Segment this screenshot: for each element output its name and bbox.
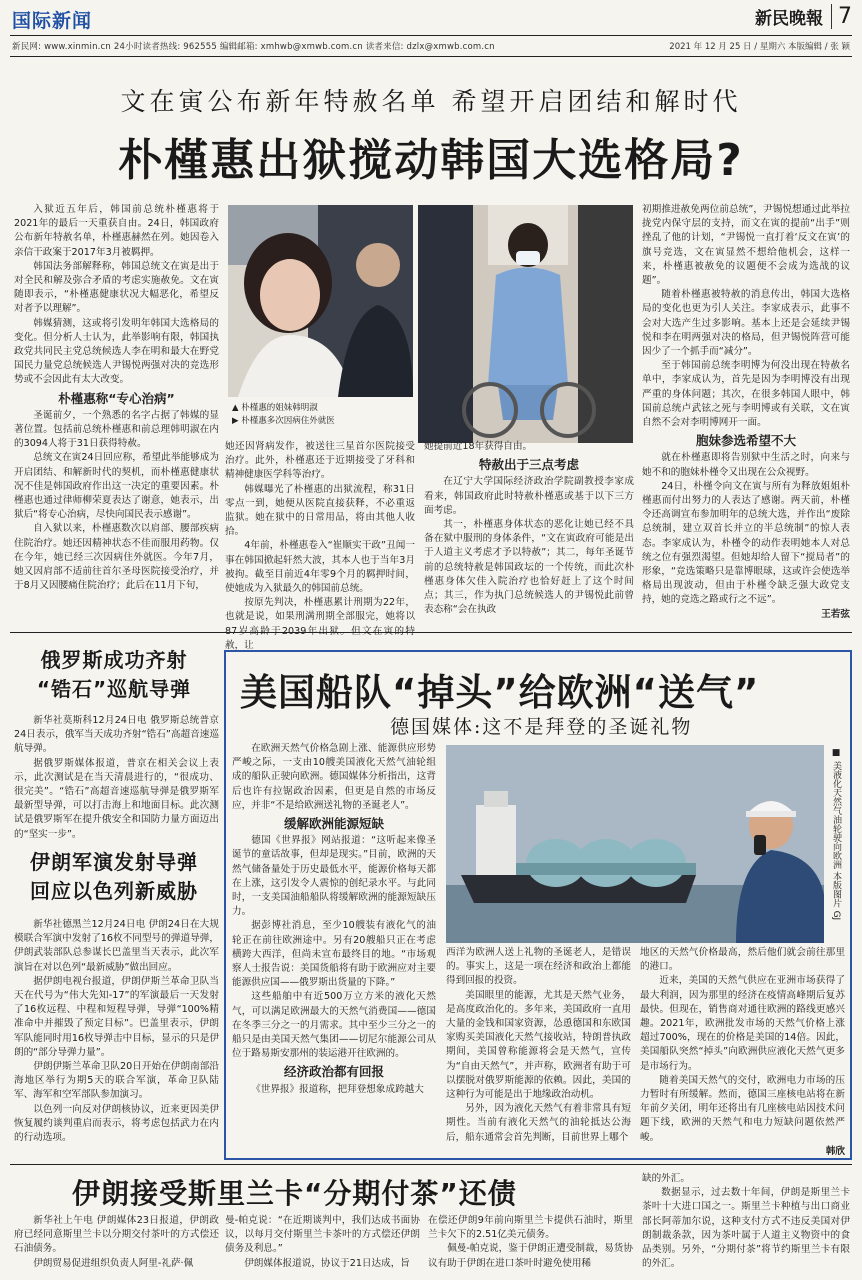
paragraph: 在偿还伊朗9年前向斯里兰卡提供石油时，斯里兰卡欠下的2.51亿美元债务。 <box>428 1215 633 1241</box>
paragraph: 在欧洲天然气价格急剧上涨、能源供应形势严峻之际，一支由10艘美国液化天然气油轮组成的船队正驶向欧洲。德国媒体分析指出，这背后也许有拉锯政治因素，但更是自然的市场反应，并非“不是给欧洲送礼物的圣诞老人”。 <box>232 743 436 811</box>
section-rule <box>10 632 852 633</box>
iran-col-2 <box>225 1214 420 1276</box>
iran-drill-body <box>14 918 219 1158</box>
main-col-1 <box>14 203 219 626</box>
paragraph: 4年前，朴槿惠卷入“崔顺实干政”丑闻一事在韩国掀起轩然大波，其本人也于当年3月被拘。截至目前近4年零9个月的羁押时间，使她成为入狱最久的韩国前总统。 <box>225 540 415 595</box>
caption-line: ▲ 朴槿惠的姐妹韩明淑 <box>232 403 318 413</box>
paragraph: 伊朗媒体报道说，协议于21日达成，旨 <box>244 1257 410 1269</box>
paragraph: 韩媒曝光了朴槿惠的出狱流程，称31日零点一到，她便从医院直接获释，不必重返监狱。她在狱中的日常用品，将由其他人收拾。 <box>225 483 415 538</box>
main-headline: 朴槿惠出狱搅动韩国大选格局? <box>118 135 744 186</box>
iran-drill-headline <box>14 848 214 906</box>
paragraph: 圣诞前夕，一个熟悉的名字占据了韩媒的显著位置。包括前总统朴槿惠和前总理韩明淑在内的3094人将于31日获得特赦。 <box>14 409 219 450</box>
paragraph: 西洋为欧洲人送上礼物的圣诞老人，是错误的。事实上，这是一项在经济和政治上都能得到回报的投资。 <box>446 947 631 987</box>
headline-line: 回应以色列新威胁 <box>30 879 198 903</box>
subheading: 胞妹参选希望不大 <box>695 433 796 449</box>
paragraph: 缺的外汇。 <box>642 1173 690 1184</box>
paragraph: 初期推进赦免两位前总统”，尹锡悦想通过此举拉拢党内保守层的支持，而文在寅的提前“出手”则挫乱了他的计划，“尹锡悦一直打着‘反文在寅’的旗号竞选，文在寅显然不想给他机会，这样一来，朴槿惠被赦免的议题便不会成为选战的议题”。 <box>642 204 850 287</box>
paragraph: 新华社上午电 伊朗媒体23日报道，伊朗政府已经同意斯里兰卡以分期交付茶叶的方式偿还石油债务。 <box>14 1215 219 1255</box>
main-col-3 <box>424 440 634 626</box>
paragraph: 数据显示，过去数十年间，伊朗是斯里兰卡茶叶十大进口国之一。斯里兰卡种植与出口商业部长阿蒂加尔说，这种支付方式不违反美国对伊朗制裁条款，因为茶叶属于人道主义物资中的食品类别。另外，“分期付茶”将节约斯里兰卡有限的外汇。 <box>642 1187 850 1270</box>
paragraph: 就在朴槿惠即将告别狱中生活之时，向来与她不和的胞妹朴槿令又出现在公众视野。 <box>642 452 850 478</box>
subheading: 经济政治都有回报 <box>283 1064 384 1080</box>
header-rule <box>10 35 852 36</box>
iran-tea-headline: 伊朗接受斯里兰卡“分期付茶”还债 <box>72 1177 517 1210</box>
photo-lng-tanker <box>446 745 824 943</box>
section-title: 国际新闻 <box>12 10 93 32</box>
russia-body <box>14 714 219 842</box>
paragraph: 自入狱以来，朴槿惠数次以肩部、腰部疾病住院治疗。她还因精神状态不佳而服用药物。仅在今年，她已经三次因病住外就医。今年7月，她又因肩部不适前往首尔圣母医院接受治疗，并于8月又因腰痛住院治疗；此后在11月下旬， <box>14 523 219 592</box>
paragraph: 新华社德黑兰12月24日电 伊朗24日在大规模联合军演中发射了16枚不同型号的弹道导弹，伊朗武装部队总参谋长巴盖里当天表示，此次军演旨在对以色列“最新威胁”做出回应。 <box>14 919 219 973</box>
paragraph: 其一，朴槿惠身体状态的恶化让她已经不具备在狱中服刑的身体条件，“文在寅政府可能是出于人道主义考虑才予以特赦”；其二，每年圣诞节前的总统特赦是韩国政坛的一个传统，而此次朴槿惠身体欠佳入院治疗也恰好赶上了这个时间点；其三，作为执门总统候选人的尹锡悦此前曾表态称“会在执政 <box>424 519 634 616</box>
headline-line: “锆石”巡航导弹 <box>36 677 192 701</box>
paragraph: 韩国法务部解释称，韩国总统文在寅是出于对全民和解及弥合矛盾的考虑实施赦免。文在寅随即表示，“朴槿惠健康状况大幅恶化，希望反对者予以理解”。 <box>14 260 219 315</box>
paragraph: 入狱近五年后，韩国前总统朴槿惠将于2021年的最后一天重获自由。24日，韩国政府公布新年特赦名单，朴槿惠赫然在列。她因卷入亲信干政案于2017年3月被羁押。 <box>14 204 219 258</box>
paragraph: 随着美国天然气的交付，欧洲电力市场的压力暂时有所缓解。然而，德国三座核电站将在新年前夕关闭，明年还将出有几座核电站因技术问题下线，欧洲的天然气和电力短缺问题依然严峻。 <box>640 1074 845 1143</box>
author: 韩欣 <box>825 1145 845 1157</box>
main-col-4 <box>642 203 850 626</box>
us-subtitle: 德国媒体:这不是拜登的圣诞礼物 <box>390 716 693 738</box>
header-rule-2 <box>10 56 852 57</box>
iran-col-1 <box>14 1214 219 1276</box>
paragraph: 据彭博社消息，至少10艘装有液化气的油轮正在前往欧洲途中。另有20艘船只正在考虑横跨大西洋，但尚未宣布最终目的地。“市场观察人士报告说：美国货船将有助于欧洲应对主要能源供应国——俄罗斯出货量的下降。” <box>232 920 436 989</box>
paragraph: 24日，朴槿令向文在寅与所有为释放姐姐朴槿惠而付出努力的人表达了感谢。两天前，朴槿令还高调宣布参加明年的总统大选，并作出“废除总统制，建立双首长并立的半总统制”的惊人表态。李家成认为，朴槿令的动作表明她本人对总统之位有强烈渴望。但她却给人留下“搅局者”的形象，“竞选策略只是靠博眼球，这或许会使选举格局出现波动，但由于朴槿令缺乏强大政党支持，她的竞选之路或行之不远”。 <box>642 480 850 606</box>
paragraph: 她还因肾病发作，被送往三星首尔医院接受治疗。此外，朴槿惠还于近期接受了牙科和精神健康医学科等治疗。 <box>225 441 415 481</box>
photo-caption-vertical: ■ 美液化天然气油轮驶向欧洲 本版图片 GJ <box>831 748 841 921</box>
paragraph: 按原先判决，朴槿惠累计刑期为22年，也就是说，如果刑满刑期全部服完，她将以87岁高龄于2039年出狱。但文在寅的特赦，让 <box>225 597 415 651</box>
paragraph: 近来，美国的天然气供应在亚洲市场获得了最大利润，因为那里的经济在疫情高峰期后复苏最快。但现在，销售商对通往欧洲的路线更感兴趣。2021年，欧洲批发市场的天然气价格上涨超过700%，现在的价格是美国的14倍。因此，美国船队突然“掉头”向欧洲供应液化天然气更多是市场行为。 <box>640 975 845 1072</box>
us-headline: 美国船队“掉头”给欧洲“送气” <box>240 671 760 714</box>
subheading: 缓解欧洲能源短缺 <box>283 816 384 832</box>
paragraph: 德国《世界报》网站报道：“这听起来像圣诞节的童话故事，但却是现实。”目前，欧洲的天然气储备量处于历史最低水平，能源价格每天都在上涨，这引发令人震惊的创纪录水平。与此同时，一支美国油船船队将缓解欧洲的能源短缺压力。 <box>232 835 436 918</box>
main-col-2 <box>225 440 415 651</box>
paragraph: 伊朗伊斯兰革命卫队20日开始在伊朗南部沿海地区举行为期5天的联合军演，革命卫队陆军、海军和空军部队参加演习。 <box>14 1061 219 1101</box>
date-editor: 2021 年 12 月 25 日 / 星期六 本版编辑 / 张 颖 <box>669 42 850 52</box>
photo-caption <box>232 402 412 428</box>
author: 王若弦 <box>821 608 850 620</box>
subheading: 朴槿惠称“专心治病” <box>58 390 175 406</box>
paragraph: 美国眼里的能源，尤其是天然气业务，是高度政治化的。多年来，美国政府一直用大量的金钱和国家资源，怂恿德国和东欧国家购买美国液化天然气接收站，特朗普执政期间，美国曾称能源将会是天然气，宣传为“自由天然气”，并声称，欧洲者有助于可以摆脱对俄罗斯能源的依赖。因此，美国的这种行为可能是出于地缘政治动机。 <box>446 989 631 1101</box>
iran-col-3 <box>428 1214 633 1276</box>
paragraph: 随着朴槿惠被特赦的消息传出，韩国大选格局的变化也更为引人关注。李家成表示，此事不会对大选产生过多影响。基本上还是会延续尹锡悦和李在明两强对决的格局，但尹锡悦阵营可能因少了一个抓手而“减分”。 <box>642 289 850 358</box>
iran-col-4 <box>642 1172 850 1276</box>
paragraph: 总统文在寅24日回应称，希望此举能够成为开启团结、和解新时代的契机，而朴槿惠健康状况不佳是韩国政府作出这一决定的重要因素。朴槿惠也通过律师柳荣夏表达了谢意，她表示，出狱后“将专心治病，尽快向国民表示感谢”。 <box>14 452 219 521</box>
paragraph: 据俄罗斯媒体报道，普京在相关会议上表示，此次测试是在当天清晨进行的，“很成功、很完美”。“锆石”高超音速巡航导弹是俄罗斯军最新型导弹，可以打击海上和地面目标。此次测试是俄罗斯军在提升俄安全和国防力量方面迈出的“坚实一步”。 <box>14 757 219 840</box>
russia-headline <box>14 646 214 704</box>
paragraph: 韩媒猜测，这或将引发明年韩国大选格局的变化。但分析人士认为，此举影响有限，韩国执政党共同民主党总统候选人李在明和最大在野党国民力量党总统候选人尹锡悦两强对决的竞选形势或不会因此有太大改变。 <box>14 317 219 386</box>
paragraph: 这些船舶中有近500万立方米的液化天然气，可以满足欧洲最大的天然气消费国——德国在冬季三分之一的月需求。其中至少三分之一的船只是由美国天然气集团——切尼尔能源公司从位于路易斯安那州的装运港开往欧洲的。 <box>232 991 436 1060</box>
section-rule <box>10 1164 852 1165</box>
us-col-2 <box>446 946 631 1154</box>
us-col-1 <box>232 742 436 1154</box>
paragraph: 伊朗贸易促进组织负责人阿里-礼萨·佩 <box>33 1257 194 1269</box>
paragraph: 新华社莫斯科12月24日电 俄罗斯总统普京24日表示，俄军当天成功齐射“锆石”高超音速巡航导弹。 <box>14 715 219 755</box>
masthead <box>755 4 852 29</box>
paragraph: 曼-帕克说：“在近期谈判中，我们达成书面协议，以每月交付斯里兰卡茶叶的方式偿还伊朗债务及利息。” <box>225 1215 420 1255</box>
paragraph: 在辽宁大学国际经济政治学院副教授李家成看来，韩国政府此时特赦朴槿惠或基于以下三方面考虑。 <box>424 476 634 516</box>
newspaper-logo: 新民晚報 <box>755 9 823 29</box>
contact-info: 新民网: www.xinmin.cn 24小时读者热线: 962555 编辑邮箱: xmhwb@xmwb.com.cn 读者来信: dzlx@xmwb.com.cn <box>12 42 495 52</box>
photo-han-myeong-sook <box>228 205 413 397</box>
paragraph: 佩曼-帕克说，鉴于伊朗正遭受制裁，易货协议有助于伊朗在进口茶叶时避免使用稀 <box>428 1243 633 1269</box>
paragraph: 她提前近18年获得自由。 <box>424 441 533 452</box>
paragraph: 地区的天然气价格最高，然后他们就会前往那里的港口。 <box>640 947 845 973</box>
photo-park-wheelchair <box>418 205 633 443</box>
headline-line: 伊朗军演发射导弹 <box>30 850 198 874</box>
headline-line: 俄罗斯成功齐射 <box>40 648 188 672</box>
paragraph: 另外，因为液化天然气有着非常具有短期性。当前有液化天然气的油轮抵达公海后，船东通常会首先判断，目前世界上哪个 <box>446 1103 631 1143</box>
page-number: 7 <box>831 4 852 29</box>
us-col-3 <box>640 946 845 1157</box>
paragraph: 至于韩国前总统李明博为何没出现在特赦名单中，李家成认为，首先是因为李明博没有出现严重的身体问题；其次，在很多韩国人眼中，韩国前总统卢武铉之死与李明博或有关联，文在寅自然不会对李明博网开一面。 <box>642 360 850 429</box>
paragraph: 据伊朗电视台报道，伊朗伊斯兰革命卫队当天在代号为“伟大先知-17”的军演最后一天发射了16枚远程、中程和短程导弹，导弹“100%精准命中并摧毁了预定目标”。巴盖里表示，伊朗军队能同时用16枚导弹击中目标，显示的只是伊朗的“部分导弹力量”。 <box>14 975 219 1058</box>
main-kicker: 文在寅公布新年特赦名单 希望开启团结和解时代 <box>120 87 742 116</box>
subheading: 特赦出于三点考虑 <box>478 457 579 473</box>
paragraph: 《世界报》报道称，把拜登想象成跨越大 <box>251 1083 424 1095</box>
paragraph: 以色列一向反对伊朗核协议，近来更因美伊恢复履约谈判重启而表示，将考虑包括武力在内的行动选项。 <box>14 1103 219 1144</box>
caption-line: ▶ 朴槿惠多次因病住外就医 <box>232 416 335 426</box>
